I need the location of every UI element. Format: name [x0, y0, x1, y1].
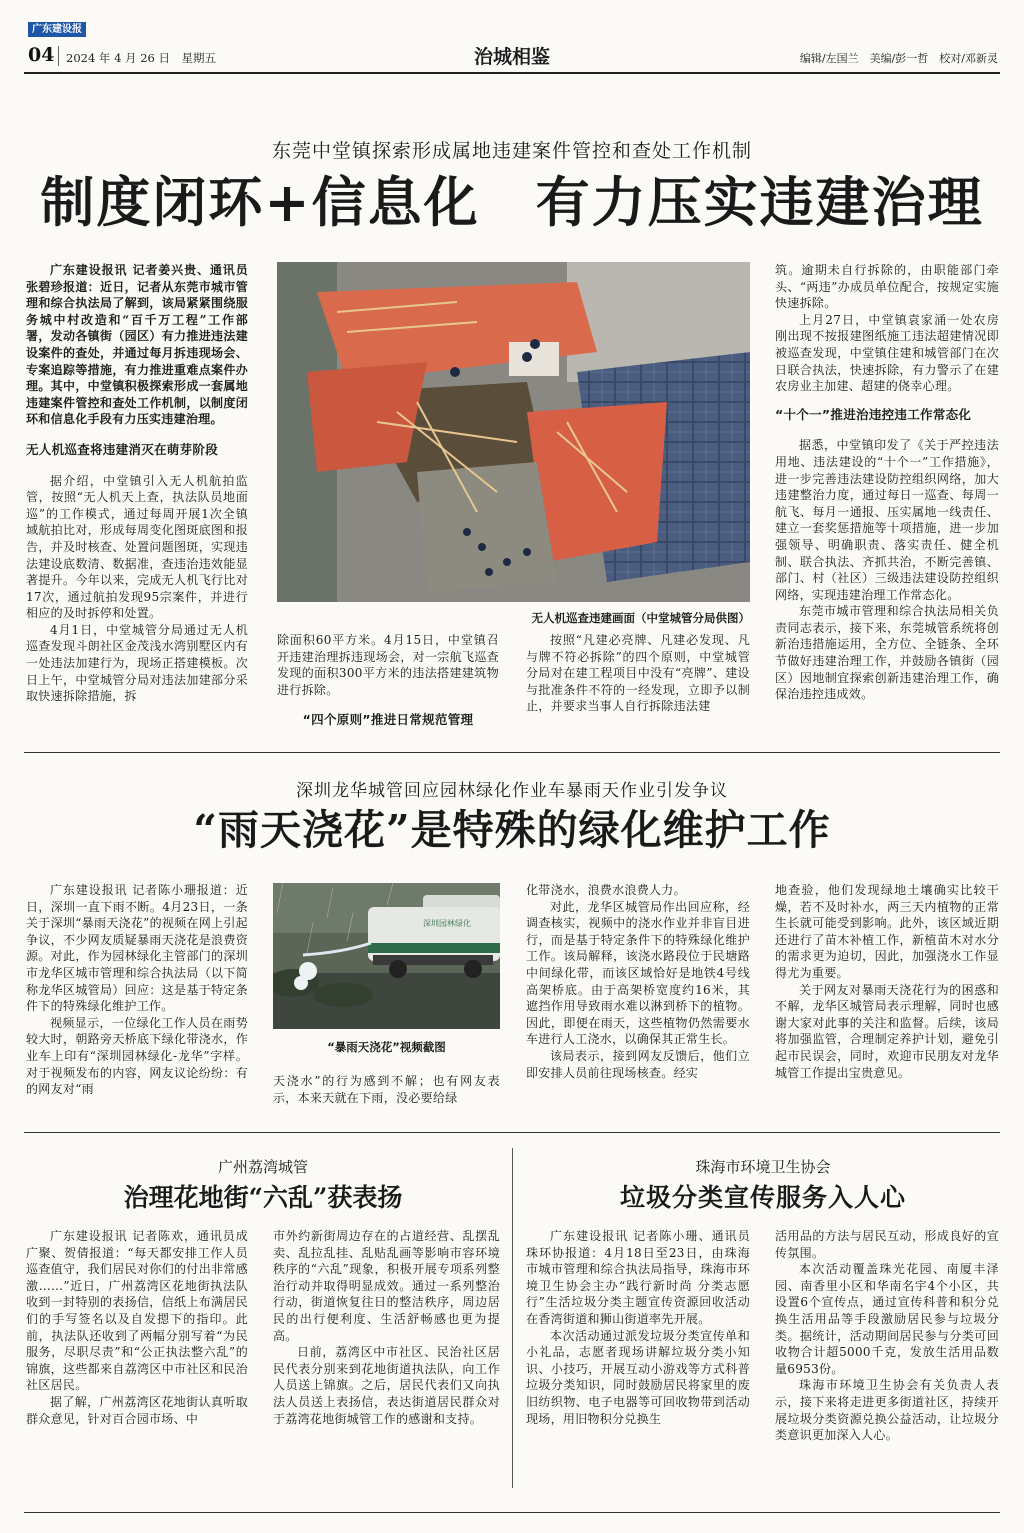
story1-lead: 广东建设报讯 记者姜兴贵、通讯员张碧珍报道：近日，记者从东莞市城市管理和综合执法局了解到，该局紧紧围绕服务城中村改造和“百千万工程”工作部署，发动各镇街（园区）有力推进违法建设案件的查处，并通过每月拆违现场会、专案追踪等措施，有力推进重难点案件办理。其中，中堂镇积极探索形成一套属地违建案件管控和查处工作机制，以制度闭环和信息化手段有力压实违建治理。 — [26, 263, 248, 427]
story2-para: 地查验，他们发现绿地土壤确实比较干燥，若不及时补水，两三天内植物的正常生长就可能受到影响。此外，该区域近期还进行了苗木补植工作，新植苗木对水分的需求更为迫切，因此，加强浇水工作显得尤为重要。 — [775, 883, 999, 980]
rain-video-caption: “暴雨天浇花”视频截图 — [327, 1040, 446, 1054]
story1-para: 上月27日，中堂镇袁家涌一处农房刚出现不按报建图纸施工违法超建情况即被巡查发现，中堂镇住建和城管部门在次日联合执法，快速拆除，有力警示了在建农房业主加建、超建的侥幸心理。 — [775, 312, 999, 394]
story2-col4 — [775, 882, 999, 1081]
story1-subhead-3: “十个一”推进治违控违工作常态化 — [775, 406, 972, 422]
story3-para: 据了解，广州荔湾区花地街认真听取群众意见，针对百合园市场、中 — [26, 1394, 248, 1426]
story1-bottom-rule — [24, 752, 1000, 753]
bottom-column-divider — [512, 1148, 513, 1488]
story2-para: 该局表示，接到网友反馈后，他们立即安排人员前往现场核查。经实 — [526, 1048, 750, 1080]
page-bottom-rule — [24, 1512, 1000, 1513]
drone-photo-caption: 无人机巡查违建画面（中堂城管分局供图） — [531, 611, 750, 625]
story2-para: 对此，龙华区城管局作出回应称，经调查核实，视频中的浇水作业并非盲目进行，而是基于特定条件下的特殊绿化维护工作。该局解释，该浇水路段位于民塘路中间绿化带，而该区域恰好是地铁4号线高架桥底。由于高架桥宽度约16米，其遮挡作用导致雨水难以淋到桥下的植物。因此，即便在雨天，这些植物仍然需要水车进行人工浇水，以确保其正常生长。 — [526, 899, 750, 1047]
story1-subhead-1: 无人机巡查将违建消灭在萌芽阶段 — [26, 441, 219, 457]
story1-para: 4月1日，中堂城管分局通过无人机巡查发现斗朗社区金茂浅水湾别墅区内有一处违法加建行为，现场正搭建模板。次日上午，中堂城管分局对违法加建部分采取快速拆除措施，拆 — [26, 622, 248, 704]
story2-para: 关于网友对暴雨天浇花行为的困惑和不解，龙华区城管局表示理解，同时也感谢大家对此事的关注和监督。后续，该局将加强监管，合理制定养护计划，避免引起市民误会，同时，欢迎市民朋友对龙华城管工作提出宝贵意见。 — [775, 982, 999, 1080]
story4-col1 — [526, 1228, 750, 1427]
drone-photo-image — [277, 262, 750, 602]
story4-para: 本次活动覆盖珠光花园、南厦丰泽园、南香里小区和华南名宇4个小区，共设置6个宣传点，通过宣传科普和积分兑换生活用品等手段激励居民参与垃圾分类。据统计，活动期间居民参与分类可回收物合计超5000千克，发放生活用品数量6953份。 — [775, 1262, 999, 1376]
story4-kicker: 珠海市环境卫生协会 — [695, 1158, 831, 1176]
story2-kicker: 深圳龙华城管回应园林绿化作业车暴雨天作业引发争议 — [296, 781, 728, 801]
story1-para: 除面积60平方米。4月15日，中堂镇召开违建治理拆违现场会，对一宗航飞巡查发现的面积300平方米的违法搭建建筑物进行拆除。 — [277, 633, 499, 697]
header-divider-left — [58, 46, 59, 66]
drone-photo — [277, 262, 750, 602]
story1-col2 — [277, 632, 499, 729]
story1-para: 据悉，中堂镇印发了《关于严控违法用地、违法建设的“十个一”工作措施》，进一步完善违法建设防控组织网络，加大违建整治力度，通过每日一巡查、每周一航飞、每月一通报、压实属地一线责任、建立一套奖惩措施等十项措施，进一步加强领导、明确职责、落实责任、健全机制、联合执法、齐抓共治，不断完善镇、部门、村（社区）三级违法建设防控组织网络，实现违建治理工作常态化。 — [775, 438, 999, 602]
story4-para: 本次活动通过派发垃圾分类宣传单和小礼品，志愿者现场讲解垃圾分类小知识、小技巧，开展互动小游戏等方式科普垃圾分类知识，同时鼓励居民将家里的废旧纺织物、电子电器等可回收物带到活动现场，用旧物积分兑换生 — [526, 1328, 750, 1426]
story2-bottom-rule — [24, 1132, 1000, 1133]
story2-col2 — [273, 1073, 500, 1106]
story3-kicker: 广州荔湾城管 — [217, 1158, 308, 1176]
story1-para: 按照“凡建必亮牌、凡建必发现、凡与牌不符必拆除”的四个原则，中堂城管分局对在建工程项目中没有“亮牌”、建设与批准条件不符的一经发现，立即予以制止，并要求当事人自行拆除违法建 — [526, 633, 750, 714]
story2-para: 视频显示，一位绿化工作人员在雨势较大时，朝路旁天桥底下绿化带浇水，作业车上印有“深圳园林绿化-龙华”字样。对于视频发布的内容，网友议论纷纷：有的网友对“雨 — [26, 1015, 248, 1097]
story1-col4 — [775, 262, 999, 703]
story3-col2 — [273, 1228, 500, 1427]
editor-credits: 编辑/左国兰 美编/彭一哲 校对/邓新灵 — [799, 52, 998, 65]
rain-video-screenshot — [273, 883, 500, 1029]
masthead-logo — [28, 22, 86, 37]
story3-headline: 治理花地街“六乱”获表扬 — [123, 1183, 403, 1212]
story1-headline: 制度闭环+信息化 有力压实违建治理 — [40, 170, 984, 234]
story4-para: 珠海市环境卫生协会有关负责人表示，接下来将走进更多街道社区，持续开展垃圾分类资源兑换公益活动，让垃圾分类意识更加深入人心。 — [775, 1378, 999, 1443]
story2-headline: “雨天浇花”是特殊的绿化维护工作 — [193, 806, 831, 854]
story4-lead: 广东建设报讯 记者陈小珊、通讯员珠环协报道：4月18日至23日，由珠海市城市管理和综合执法局指导，珠海市环境卫生协会主办“践行新时尚 分类志愿行”生活垃圾分类主题宣传资源回收活动在香湾街道和狮山街道率先开展。 — [526, 1229, 750, 1326]
story2-col3 — [526, 882, 750, 1081]
section-title: 治城相鉴 — [473, 46, 550, 68]
story2-para: 化带浇水，浪费水浪费人力。 — [526, 883, 686, 897]
header-rule — [24, 72, 1000, 74]
page-number: 04 — [28, 44, 55, 66]
story1-col3 — [526, 632, 750, 715]
story2-para: 天浇水”的行为感到不解；也有网友表示，本来天就在下雨，没必要给绿 — [273, 1074, 500, 1105]
story1-para: 据介绍，中堂镇引入无人机航拍监管，按照“无人机天上查，执法队员地面巡”的工作模式，通过每周开展1次全镇域航拍比对，形成每周变化图斑底图和报告，并及时核查、处置问题图斑，实现违法建设底数清、数据准，查违治违效能显著提升。今年以来，完成无人机飞行比对17次，通过航拍发现95宗案件，并进行相应的及时拆停和处置。 — [26, 473, 248, 621]
story1-kicker: 东莞中堂镇探索形成属地违建案件管控和查处工作机制 — [271, 140, 752, 162]
story3-para: 日前，荔湾区中市社区、民治社区居民代表分别来到花地街道执法队，向工作人员送上锦旗。之后，居民代表们又向执法人员送上表扬信，表达街道居民群众对于荔湾花地街城管工作的感谢和支持。 — [273, 1345, 500, 1426]
story2-col1 — [26, 882, 248, 1098]
story3-para: 市外约新街周边存在的占道经营、乱摆乱卖、乱拉乱挂、乱贴乱画等影响市容环境秩序的“六乱”现象，积极开展专项系列整治行动并取得明显成效。通过一系列整治行动，街道恢复往日的整洁秩序，周边居民的出行便利度、生活舒畅感也更为提高。 — [273, 1229, 500, 1343]
rain-video-image — [273, 883, 500, 1029]
truck-lettering: 深圳园林绿化 — [423, 919, 471, 928]
story3-col1 — [26, 1228, 248, 1427]
story4-headline: 垃圾分类宣传服务入人心 — [619, 1183, 906, 1212]
story2-lead: 广东建设报讯 记者陈小珊报道：近日，深圳一直下雨不断。4月23日，一条关于深圳“暴雨天浇花”的视频在网上引起争议，不少网友质疑暴雨天浇花是浪费资源。对此，作为园林绿化主管部门的深圳市龙华区城市管理和综合执法局（以下简称龙华区城管局）回应：这是基于特定条件下的特殊绿化维护工作。 — [26, 883, 248, 1014]
story1-para: 东莞市城市管理和综合执法局相关负责同志表示，接下来，东莞城管系统将创新治违措施运用，全方位、全链条、全环节做好违建治理工作，并鼓励各镇街（园区）因地制宜探索创新违建治理工作，确保治违控违成效。 — [775, 604, 999, 702]
story1-col1 — [26, 262, 248, 705]
logo-text: 广东建设报 — [32, 24, 82, 35]
story3-lead: 广东建设报讯 记者陈欢，通讯员成广聚、贺倩报道：“每天都安排工作人员巡查值守，我们居民对你们的付出非常感激……”近日，广州荔湾区花地街执法队收到一封特别的表扬信，信纸上布满居民们的手写签名以及自发摁下的指印。此前，执法队还收到了两幅分别写着“为民服务，尽职尽责”和“公正执法整六乱”的锦旗，这些都来自荔湾区中市社区和民治社区居民。 — [26, 1229, 248, 1393]
story4-para: 活用品的方法与居民互动，形成良好的宣传氛围。 — [775, 1229, 999, 1260]
story1-para: 筑。逾期未自行拆除的，由职能部门牵头、“两违”办成员单位配合，按规定实施快速拆除。 — [775, 263, 999, 311]
story4-col2 — [775, 1228, 999, 1444]
issue-date: 2024 年 4 月 26 日 星期五 — [66, 51, 216, 65]
story1-subhead-2: “四个原则”推进日常规范管理 — [302, 712, 474, 728]
